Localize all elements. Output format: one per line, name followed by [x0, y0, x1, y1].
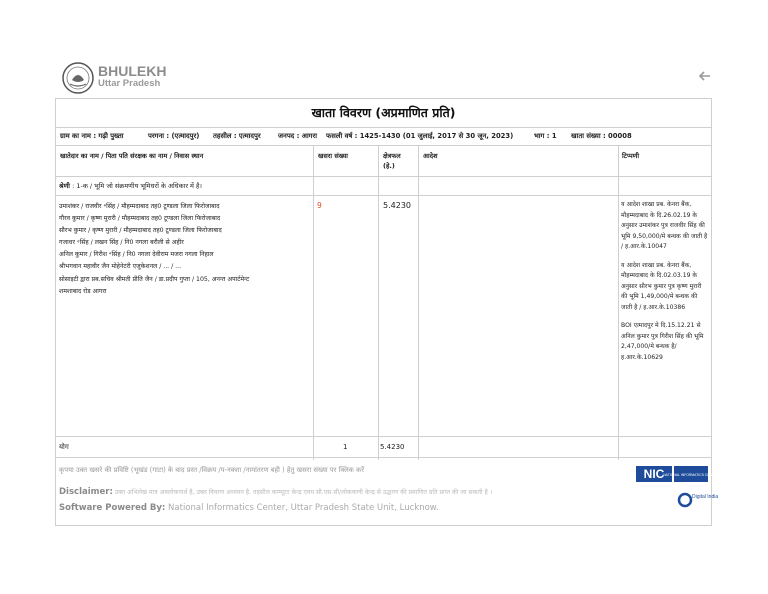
disclaimer-label: Disclaimer:: [59, 487, 113, 497]
nic-logo: [636, 465, 719, 483]
digital-india-logo: [678, 489, 719, 509]
category-text: [59, 177, 202, 195]
owner-line: गौरव कुमार / कृष्ण मुरारी / मौहम्मदाबाद तह0 टूण्डला जिला फिरोजाबाद: [59, 215, 221, 223]
total-area: 5.4230: [380, 443, 405, 451]
category-row: [56, 177, 711, 196]
category-label: श्रेणी: [59, 182, 70, 190]
owner-line: सोसाइटी द्वारा प्रब.सचिव श्रीमती प्रीति जैन / डा.प्रदीप गुप्ता / 105, अनन्त अपार्टमेन्ट: [59, 275, 250, 283]
total-label: योग: [59, 443, 69, 451]
up-emblem-logo: [62, 62, 94, 94]
fasli-year: फसली वर्ष : 1425-1430 (01 जुलाई, 2017 से 30 जून, 2023): [326, 132, 514, 140]
remark-entry: य आदेश शाखा प्रब. केनरा बैंक, मौहम्मदाबाद के दि.02.03.19 के अनुसार सौरभ कुमार पुत्र कृष्ण मुरारी की भूमि 1,49,000/मे बन्धक की जाती है / ह.आर.के.10386: [621, 261, 702, 311]
owner-line: श्रीभगवान महावीर जैन मोहेनेटरी एजुकेशनल / ... / ...: [59, 263, 182, 271]
header-khasra: खसरा संख्या: [318, 152, 348, 160]
software-label: Software Powered By:: [59, 503, 166, 513]
header-remark: टिप्पणी: [622, 152, 640, 160]
document-meta: [56, 127, 711, 146]
khata-number: खाता संख्या : 00008: [571, 132, 632, 140]
header-area: क्षेत्रफल: [383, 152, 401, 160]
digital-logo-text: Digital India: [692, 494, 719, 500]
back-arrow-icon[interactable]: [696, 68, 712, 84]
khata-document: [55, 98, 719, 526]
table-header: [56, 146, 711, 177]
header-owner: खातेदार का नाम / पिता पति संरक्षक का नाम / निवास स्थान: [60, 152, 204, 160]
tehsil-name: तहसील : एत्मादपुर: [213, 132, 261, 140]
owner-line: गजाधर ॰सिंह / लखन सिंह / नि0 नगला बरौली से अहीर: [59, 239, 184, 247]
nic-logo-text: NIC: [643, 467, 665, 481]
total-row: [56, 436, 711, 458]
category-desc: : 1-क / भूमि जो संक्रमणीय भूमिधरों के अधिकार में है।: [72, 182, 202, 190]
remarks: [621, 200, 709, 371]
total-khasra: 1: [343, 443, 348, 451]
brand: [98, 64, 166, 90]
area-value: 5.4230: [383, 201, 411, 210]
owner-list: [59, 201, 309, 298]
bhag: भाग : 1: [534, 132, 557, 140]
remark-entry: BOI एत्मादपुर मे दि.15.12.21 से अनिल कुमार पुत्र गिरीश सिंह की भूमि 2,47,000/मे बन्धक है/ ह.आर.के.10629: [621, 322, 704, 361]
village-name: ग्राम का नाम : गढ़ी पुख्ता: [60, 132, 124, 140]
software-text: National Informatics Center, Uttar Pradesh State Unit, Lucknow.: [168, 503, 439, 513]
header-area-unit: (हे.): [383, 162, 395, 170]
page-header: [62, 62, 712, 94]
khata-table: [56, 146, 711, 416]
remark-entry: य आदेश शाखा प्रब. केनरा बैंक, मौहम्मदाबाद के दि.26.02.19 के अनुसार उमाशंकर पुत्र राजवीर सिंह की भूमि 9,50,000/मे बन्धक की जाती है / ह.आर.के.10047: [621, 201, 708, 250]
district-name: जनपद : आगरा: [278, 132, 318, 140]
disclaimer-text: उक्त अभिलेख मात्र अवलोकनार्थ है, उक्त विवरण अध्ययन है, तहसील कम्प्यूटर केन्द्र एवम सी.एस.सी/लोकवाणी केन्द्र से उद्धरण की प्रमाणित प्रति प्राप्त की जा सकती है ।: [114, 489, 493, 496]
owner-line: अनिल कुमार / गिरीश ॰सिंह / नि0 नगला देवीराम मजरा नगला निहाल: [59, 251, 214, 259]
disclaimer: [59, 487, 492, 497]
footer-note: कृपया उक्त खसरे की प्रविष्टि (भूखंड (गाटा) के बाद प्रस्त /विक्रय /प-नक्शा /नामांतरण बही ) हेतु खसरा संख्या पर क्लिक करें: [59, 466, 365, 474]
brand-name: BHULEKH: [98, 63, 167, 79]
pargana-name: परगना : (एत्मादपुर): [148, 132, 200, 140]
software-credit: [59, 503, 439, 513]
owner-line: शमशाबाद रोड आगरा: [59, 287, 107, 295]
brand-sub: Uttar Pradesh: [98, 78, 161, 89]
khasra-link[interactable]: 9: [317, 201, 322, 210]
owner-line: सौरभ कुमार / कृष्ण मुरारी / मौहम्मदाबाद तह0 टूण्डला जिला फिरोजाबाद: [59, 227, 222, 235]
owner-line: उमाशंकर / राजवीर ॰सिंह / मौहम्मदाबाद तह0 टूण्डला जिला फिरोजाबाद: [59, 203, 220, 210]
nic-logo-sub: NATIONAL INFORMATICS CENTRE: [663, 473, 719, 477]
document-title: खाता विवरण (अप्रमाणित प्रति): [56, 99, 711, 128]
header-order: आदेश: [423, 152, 438, 160]
